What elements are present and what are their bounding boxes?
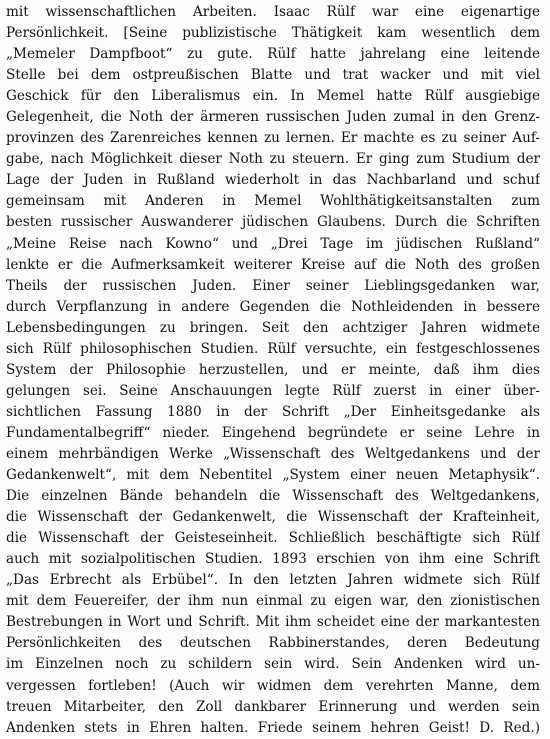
- article-line: „Meine Reise nach Kowno“ und „Drei Tage im jüdischen Rußland“: [6, 235, 540, 252]
- article-line: treuen Mitarbeiter, den Zoll dankbarer Erinnerung und werden sein: [6, 698, 540, 715]
- article-line: gabe, nach Möglichkeit dieser Noth zu steuern. Er ging zum Studium der: [6, 151, 540, 168]
- article-line: gelungen sei. Seine Anschauungen legte Rülf zuerst in einer über-: [6, 382, 540, 399]
- article-line: Bestrebungen in Wort und Schrift. Mit ihm scheidet eine der markantesten: [6, 614, 540, 631]
- article-line: Gedankenwelt“, mit dem Nebentitel „System einer neuen Metaphysik“.: [6, 467, 540, 484]
- article-line: die Wissenschaft der Gedankenwelt, die Wissenschaft der Krafteinheit,: [6, 509, 540, 526]
- article-line: Geschick für den Liberalismus ein. In Memel hatte Rülf ausgiebige: [6, 88, 540, 105]
- article-line: Lage der Juden in Rußland wiederholt in das Nachbarland und schuf: [6, 172, 540, 189]
- article-line: gemeinsam mit Anderen in Memel Wohlthätigkeitsanstalten zum: [6, 193, 540, 210]
- article-line: Persönlichkeit. [Seine publizistische Thätigkeit kam wesentlich dem: [6, 25, 540, 42]
- article-text-column: [6, 2, 540, 739]
- article-line: im Einzelnen noch zu schildern sein wird. Sein Andenken wird un-: [6, 656, 540, 673]
- article-line: Fundamentalbegriff“ nieder. Eingehend begründete er seine Lehre in: [6, 424, 540, 441]
- article-line: durch Verpflanzung in andere Gegenden die Nothleidenden in bessere: [6, 298, 540, 315]
- article-line: vergessen fortleben! (Auch wir widmen dem verehrten Manne, dem: [6, 677, 540, 694]
- article-line: Gelegenheit, die Noth der ärmeren russischen Juden zumal in den Grenz-: [6, 109, 540, 126]
- article-line: Lebensbedingungen zu bringen. Seit den achtziger Jahren widmete: [6, 319, 540, 336]
- article-line: sich Rülf philosophischen Studien. Rülf versuchte, ein festgeschlossenes: [6, 340, 540, 357]
- article-line: provinzen des Zarenreiches kennen zu lernen. Er machte es zu seiner Auf-: [6, 130, 540, 147]
- article-line: „Memeler Dampfboot“ zu gute. Rülf hatte jahrelang eine leitende: [6, 46, 540, 63]
- article-line: mit wissenschaftlichen Arbeiten. Isaac Rülf war eine eigenartige: [6, 4, 540, 20]
- article-line: Die einzelnen Bände behandeln die Wissenschaft des Weltgedankens,: [6, 488, 540, 505]
- article-line: System der Philosophie herzustellen, und er meinte, daß ihm dies: [6, 361, 540, 378]
- article-line: die Wissenschaft der Geisteseinheit. Schließlich beschäftigte sich Rülf: [6, 530, 540, 547]
- article-line: auch mit sozialpolitischen Studien. 1893 erschien von ihm eine Schrift: [6, 551, 540, 568]
- article-line: besten russischer Auswanderer jüdischen Glaubens. Durch die Schriften: [6, 214, 540, 231]
- article-line: „Das Erbrecht als Erbübel“. In den letzten Jahren widmete sich Rülf: [6, 572, 540, 589]
- article-line: lenkte er die Aufmerksamkeit weiterer Kreise auf die Noth des großen: [6, 256, 540, 273]
- article-line: sichtlichen Fassung 1880 in der Schrift „Der Einheitsgedanke als: [6, 403, 540, 420]
- article-line: einem mehrbändigen Werke „Wissenschaft des Weltgedankens und der: [6, 445, 540, 462]
- article-line: Stelle bei dem ostpreußischen Blatte und trat wacker und mit viel: [6, 67, 540, 84]
- article-line: Theils der russischen Juden. Einer seiner Lieblingsgedanken war,: [6, 277, 540, 294]
- article-line: Persönlichkeiten des deutschen Rabbinerstandes, deren Bedeutung: [6, 635, 540, 652]
- article-line: mit dem Feuereifer, der ihm nun einmal zu eigen war, den zionistischen: [6, 593, 540, 610]
- article-line-final: Andenken stets in Ehren halten. Friede seinem hehren Geist! D. Red.): [6, 719, 540, 736]
